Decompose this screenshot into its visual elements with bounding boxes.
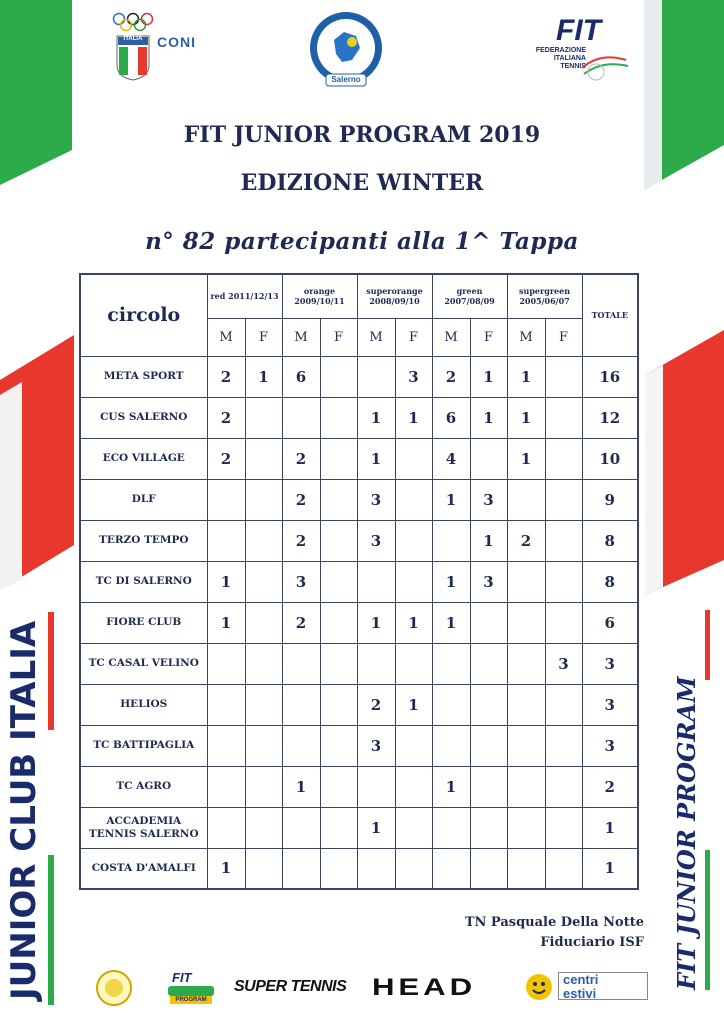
count-cell <box>320 766 357 807</box>
count-cell <box>545 438 582 479</box>
count-cell <box>432 643 470 684</box>
count-cell <box>470 684 507 725</box>
total-cell: 6 <box>582 602 638 643</box>
category-red-label: red 2011/12/13 <box>210 291 279 302</box>
club-name-cell: CUS SALERNO <box>80 397 207 438</box>
count-cell: 1 <box>432 561 470 602</box>
count-cell: 1 <box>357 602 395 643</box>
count-cell <box>245 643 282 684</box>
count-cell <box>395 561 432 602</box>
total-cell: 1 <box>582 848 638 889</box>
gender-header-cell: M <box>357 318 395 356</box>
count-cell <box>282 807 320 848</box>
table-row <box>80 397 638 438</box>
count-cell: 3 <box>545 643 582 684</box>
table-body <box>80 356 638 889</box>
count-cell <box>357 356 395 397</box>
count-cell <box>245 397 282 438</box>
fit-sub-line-2: ITALIANA <box>553 55 586 62</box>
count-cell <box>245 807 282 848</box>
count-cell <box>507 725 545 766</box>
count-cell <box>507 561 545 602</box>
right-side-green-bar <box>705 850 710 990</box>
count-cell <box>207 479 245 520</box>
count-cell <box>282 725 320 766</box>
total-cell: 16 <box>582 356 638 397</box>
count-cell <box>207 807 245 848</box>
count-cell: 1 <box>282 766 320 807</box>
category-orange-label: orange <box>303 286 336 297</box>
table-row <box>80 684 638 725</box>
sponsor-head-logo: HEAD <box>372 974 477 1001</box>
count-cell: 2 <box>282 438 320 479</box>
count-cell <box>320 356 357 397</box>
count-cell <box>245 848 282 889</box>
count-cell: 1 <box>395 684 432 725</box>
category-supergreen-label: supergreen <box>519 286 571 297</box>
table-row <box>80 356 638 397</box>
count-cell <box>245 561 282 602</box>
fit-sub-line-3: TENNIS <box>560 63 586 70</box>
gender-header-cell: F <box>470 318 507 356</box>
signature-role: Fiduciario ISF <box>540 935 644 950</box>
count-cell <box>320 643 357 684</box>
sponsor-fit-program-logo <box>166 968 216 1008</box>
count-cell <box>545 520 582 561</box>
count-cell <box>320 602 357 643</box>
category-header-green <box>432 274 507 318</box>
count-cell: 3 <box>357 479 395 520</box>
count-cell: 2 <box>207 438 245 479</box>
count-cell: 1 <box>207 848 245 889</box>
table-row <box>80 602 638 643</box>
count-cell <box>432 848 470 889</box>
fit-junior-program-side-text: FIT JUNIOR PROGRAM <box>672 676 701 990</box>
page-title: FIT JUNIOR PROGRAM 2019 <box>183 122 541 148</box>
category-header-supergreen <box>507 274 582 318</box>
coni-shield-icon <box>116 35 150 81</box>
count-cell <box>545 479 582 520</box>
sponsor-seal-logo <box>95 968 133 1008</box>
table-row <box>80 807 638 848</box>
coni-label: CONI <box>157 34 196 50</box>
sponsor-supertennis-logo: SUPER TENNIS <box>234 978 347 995</box>
club-name-cell: TC DI SALERNO <box>80 561 207 602</box>
count-cell: 2 <box>282 520 320 561</box>
count-cell <box>207 684 245 725</box>
count-cell <box>507 684 545 725</box>
club-name-line: ACCADEMIA <box>106 814 182 827</box>
count-cell: 2 <box>282 602 320 643</box>
total-cell: 3 <box>582 684 638 725</box>
count-cell <box>245 438 282 479</box>
coni-badge-label: ITALIA <box>123 36 143 42</box>
participants-heading: n° 82 partecipanti alla 1^ Tappa <box>145 228 579 255</box>
category-supergreen-years: 2005/06/07 <box>519 296 570 307</box>
total-cell: 12 <box>582 397 638 438</box>
count-cell <box>207 520 245 561</box>
count-cell: 1 <box>357 807 395 848</box>
count-cell: 1 <box>432 766 470 807</box>
count-cell <box>507 848 545 889</box>
club-name-cell: ECO VILLAGE <box>80 438 207 479</box>
count-cell <box>282 848 320 889</box>
count-cell <box>507 602 545 643</box>
table-row <box>80 766 638 807</box>
count-cell <box>320 684 357 725</box>
gender-header-cell: M <box>507 318 545 356</box>
top-left-tricolor-decoration <box>0 0 80 185</box>
left-red-stripe-decoration <box>0 335 74 595</box>
count-cell <box>545 561 582 602</box>
count-cell: 6 <box>432 397 470 438</box>
club-name-cell: META SPORT <box>80 356 207 397</box>
count-cell <box>395 807 432 848</box>
count-cell: 3 <box>357 725 395 766</box>
count-cell <box>395 438 432 479</box>
total-column-header: TOTALE <box>582 274 638 356</box>
count-cell: 3 <box>395 356 432 397</box>
center-logo-label: Salerno <box>331 75 361 84</box>
junior-club-italia-side-text: JUNIOR CLUB ITALIA <box>4 620 44 1000</box>
count-cell <box>207 725 245 766</box>
count-cell <box>545 848 582 889</box>
club-name-cell <box>80 807 207 848</box>
category-green-label: green <box>456 286 483 297</box>
category-header-red <box>207 274 282 318</box>
count-cell <box>395 479 432 520</box>
count-cell: 1 <box>470 520 507 561</box>
count-cell <box>207 643 245 684</box>
count-cell: 1 <box>432 479 470 520</box>
count-cell <box>545 602 582 643</box>
count-cell <box>432 807 470 848</box>
club-name-cell: TC CASAL VELINO <box>80 643 207 684</box>
category-header-orange <box>282 274 357 318</box>
count-cell <box>395 725 432 766</box>
count-cell <box>320 807 357 848</box>
count-cell <box>320 397 357 438</box>
count-cell <box>357 848 395 889</box>
count-cell <box>395 766 432 807</box>
count-cell <box>395 520 432 561</box>
count-cell: 1 <box>395 397 432 438</box>
club-name-cell: TC BATTIPAGLIA <box>80 725 207 766</box>
signature-name: TN Pasquale Della Notte <box>464 915 644 930</box>
count-cell <box>320 438 357 479</box>
club-name-cell: COSTA D'AMALFI <box>80 848 207 889</box>
gender-header-cell: F <box>320 318 357 356</box>
count-cell <box>507 643 545 684</box>
count-cell <box>470 766 507 807</box>
count-cell <box>507 807 545 848</box>
table-row <box>80 520 638 561</box>
count-cell: 1 <box>207 561 245 602</box>
category-header-superorange <box>357 274 432 318</box>
count-cell <box>545 684 582 725</box>
count-cell <box>357 766 395 807</box>
table-row <box>80 848 638 889</box>
count-cell: 1 <box>207 602 245 643</box>
total-cell: 9 <box>582 479 638 520</box>
count-cell <box>245 479 282 520</box>
count-cell <box>395 848 432 889</box>
centri-estivi-label: centri estivi <box>558 972 648 1000</box>
table-row <box>80 725 638 766</box>
count-cell <box>282 684 320 725</box>
left-side-red-bar <box>48 612 54 730</box>
fit-logo-subtitle <box>520 47 586 71</box>
count-cell: 3 <box>357 520 395 561</box>
count-cell <box>245 602 282 643</box>
count-cell <box>470 438 507 479</box>
count-cell <box>545 807 582 848</box>
left-side-green-bar <box>48 855 54 1005</box>
total-cell: 3 <box>582 725 638 766</box>
count-cell <box>320 479 357 520</box>
count-cell <box>545 766 582 807</box>
count-cell <box>320 520 357 561</box>
gender-header-cell: F <box>245 318 282 356</box>
club-column-header: circolo <box>80 274 207 356</box>
club-name-cell: HELIOS <box>80 684 207 725</box>
count-cell <box>432 520 470 561</box>
count-cell <box>357 643 395 684</box>
count-cell <box>245 520 282 561</box>
fit-logo-text: FIT <box>556 14 601 47</box>
count-cell: 1 <box>507 356 545 397</box>
club-name-cell: TERZO TEMPO <box>80 520 207 561</box>
count-cell <box>282 397 320 438</box>
count-cell <box>320 848 357 889</box>
right-side-red-bar <box>705 610 710 680</box>
count-cell: 2 <box>207 356 245 397</box>
count-cell: 3 <box>470 479 507 520</box>
olympic-rings-icon <box>112 12 154 34</box>
gender-header-cell: M <box>282 318 320 356</box>
count-cell <box>320 725 357 766</box>
count-cell <box>470 807 507 848</box>
category-superorange-years: 2008/09/10 <box>369 296 420 307</box>
sponsor-fit-label: FIT <box>172 970 192 985</box>
category-orange-years: 2009/10/11 <box>294 296 345 307</box>
table-row <box>80 479 638 520</box>
count-cell <box>282 643 320 684</box>
fit-swoosh-icon <box>580 50 630 84</box>
total-cell: 2 <box>582 766 638 807</box>
category-green-years: 2007/08/09 <box>444 296 495 307</box>
count-cell <box>507 479 545 520</box>
count-cell: 1 <box>470 356 507 397</box>
gender-header-cell: F <box>395 318 432 356</box>
count-cell: 4 <box>432 438 470 479</box>
count-cell <box>545 397 582 438</box>
count-cell: 1 <box>470 397 507 438</box>
gender-header-cell: F <box>545 318 582 356</box>
sponsor-centri-estivi-logo <box>524 970 654 1004</box>
total-cell: 10 <box>582 438 638 479</box>
count-cell <box>357 561 395 602</box>
count-cell: 1 <box>395 602 432 643</box>
count-cell: 2 <box>432 356 470 397</box>
count-cell: 3 <box>470 561 507 602</box>
right-red-stripe-decoration <box>645 330 724 600</box>
count-cell: 2 <box>282 479 320 520</box>
count-cell: 1 <box>357 397 395 438</box>
count-cell <box>545 725 582 766</box>
table-row <box>80 438 638 479</box>
count-cell <box>245 725 282 766</box>
total-cell: 8 <box>582 520 638 561</box>
count-cell: 1 <box>507 438 545 479</box>
gender-header-cell: M <box>432 318 470 356</box>
category-superorange-label: superorange <box>366 286 423 297</box>
fit-sub-line-1: FEDERAZIONE <box>535 47 586 54</box>
table-row <box>80 643 638 684</box>
count-cell: 3 <box>282 561 320 602</box>
sponsor-fit-sub-label: PROGRAM <box>170 996 212 1004</box>
count-cell: 2 <box>507 520 545 561</box>
count-cell: 2 <box>207 397 245 438</box>
count-cell: 1 <box>507 397 545 438</box>
club-name-cell: FIORE CLUB <box>80 602 207 643</box>
count-cell <box>432 725 470 766</box>
top-right-tricolor-decoration <box>640 0 724 190</box>
participants-table <box>79 273 639 890</box>
total-cell: 8 <box>582 561 638 602</box>
center-club-logo <box>306 10 386 90</box>
count-cell <box>320 561 357 602</box>
sponsor-fit-band <box>168 986 214 996</box>
table-row <box>80 561 638 602</box>
count-cell <box>470 725 507 766</box>
count-cell <box>470 643 507 684</box>
count-cell: 2 <box>357 684 395 725</box>
count-cell <box>470 848 507 889</box>
count-cell <box>395 643 432 684</box>
total-cell: 3 <box>582 643 638 684</box>
club-name-cell: DLF <box>80 479 207 520</box>
count-cell <box>207 766 245 807</box>
count-cell <box>470 602 507 643</box>
count-cell <box>245 684 282 725</box>
total-cell: 1 <box>582 807 638 848</box>
count-cell: 1 <box>245 356 282 397</box>
count-cell <box>245 766 282 807</box>
count-cell <box>545 356 582 397</box>
count-cell <box>432 684 470 725</box>
smiley-icon <box>524 972 554 1002</box>
page-subtitle: EDIZIONE WINTER <box>240 170 484 196</box>
count-cell <box>507 766 545 807</box>
count-cell: 6 <box>282 356 320 397</box>
count-cell: 1 <box>432 602 470 643</box>
club-name-cell: TC AGRO <box>80 766 207 807</box>
gender-header-cell: M <box>207 318 245 356</box>
club-name-line: TENNIS SALERNO <box>88 827 199 840</box>
count-cell: 1 <box>357 438 395 479</box>
